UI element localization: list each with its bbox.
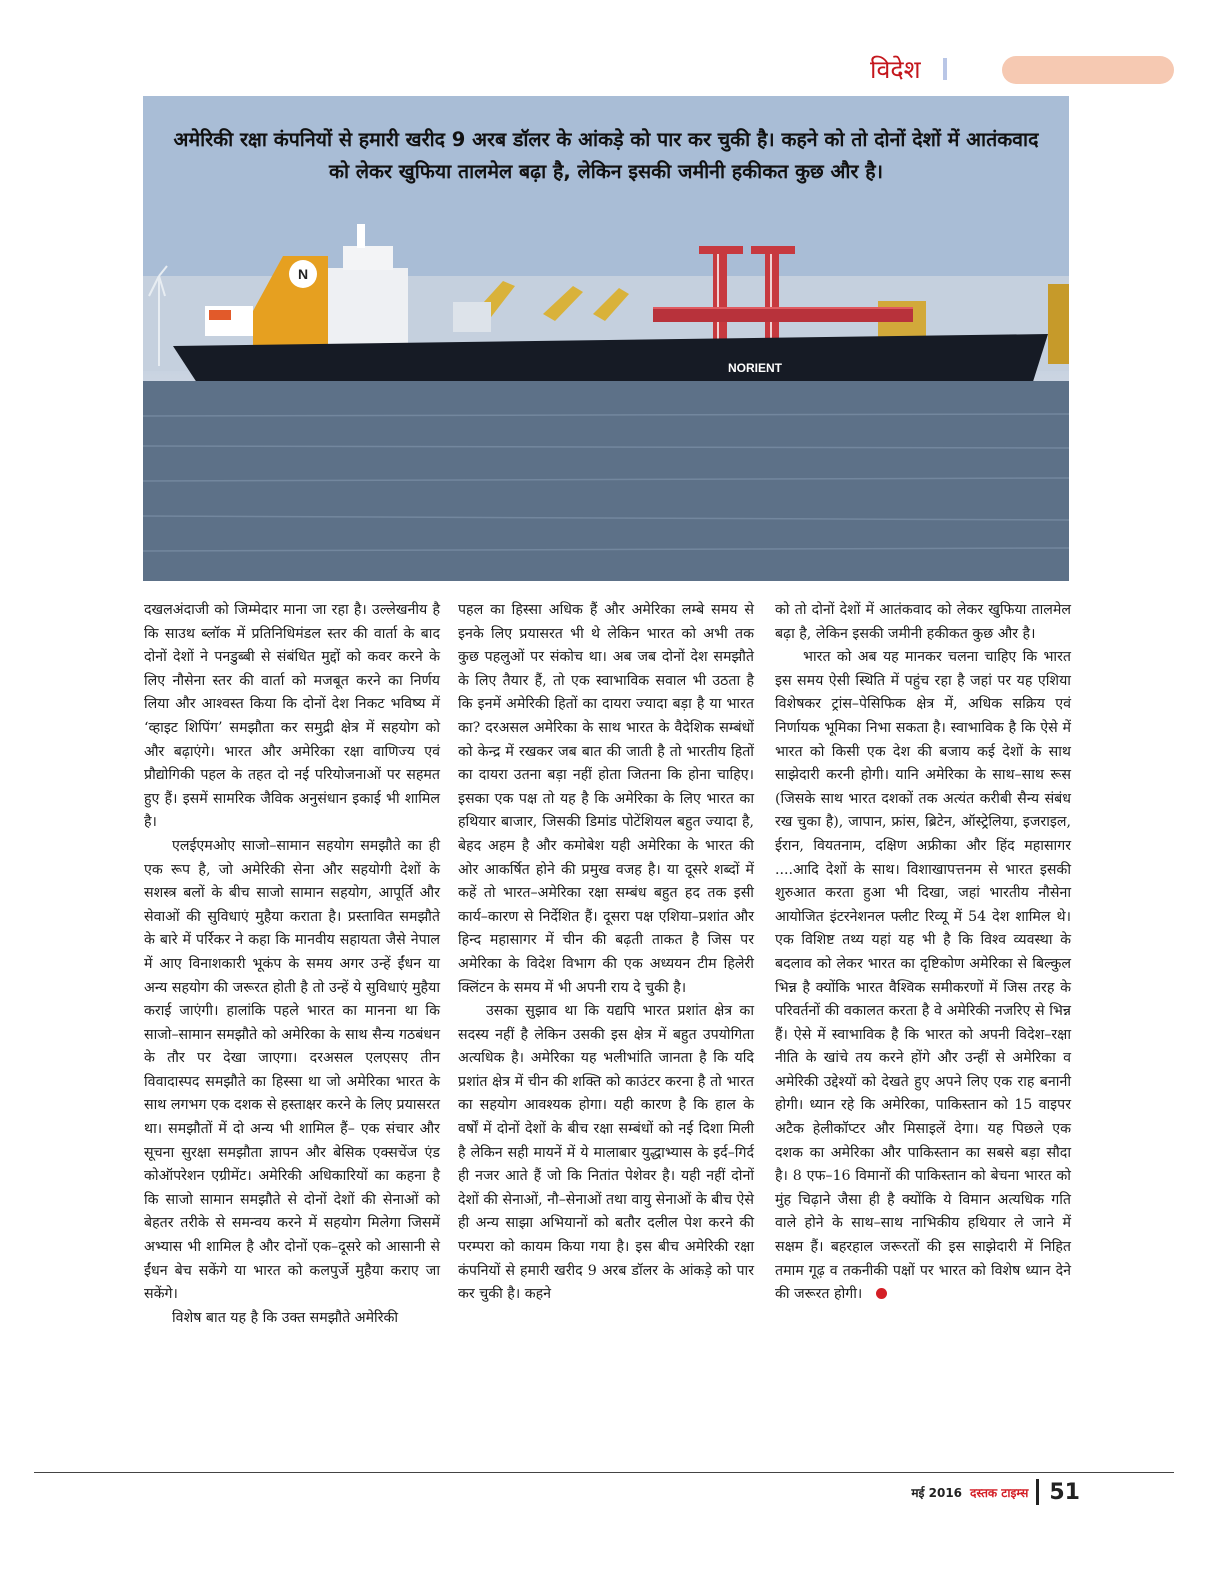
section-divider — [943, 58, 947, 80]
issue-date: मई 2016 — [911, 1485, 963, 1500]
section-label: विदेश — [870, 55, 921, 84]
article-photo — [143, 96, 1069, 581]
section-header — [870, 52, 947, 86]
header-decoration-pill — [1002, 56, 1174, 84]
page-footer — [820, 1478, 1080, 1506]
paragraph: एलईएमओए साजो–सामान सहयोग समझौते का ही एक रूप है, जो अमेरिकी सेना और सहयोगी देशों के सशस्त्र बलों के बीच साजो सामान सहयोग, आपूर्ति और सेवाओं की सुविधाएं मुहैया कराता है। प्रस्तावित समझौते के बारे में पर्रिकर ने कहा कि मानवीय सहायता जैसे नेपाल में आए विनाशकारी भूकंप के समय अगर उन्हें ईंधन या अन्य सहयोग की जरूरत होती है तो उन्हें ये सुविधाएं मुहैया कराई जाएंगी। हालांकि पहले भारत का मानना था कि साजो–सामान समझौते को अमेरिका के साथ सैन्य गठबंधन के तौर पर देखा जाएगा। दरअसल एलएसए तीन विवादास्पद समझौते का हिस्सा था जो अमेरिका भारत के साथ लगभग एक दशक से हस्ताक्षर करने के लिए प्रयासरत था। समझौतों में दो अन्य भी शामिल हैं– एक संचार और सूचना सुरक्षा समझौता ज्ञापन और बेसिक एक्सचेंज एंड कोऑपरेशन एग्रीमेंट। अमेरिकी अधिकारियों का कहना है कि साजो सामान समझौते से दोनों देशों की सेनाओं को बेहतर तरीके से समन्वय करने में सहयोग मिलेगा जिसमें अभ्यास भी शामिल है और दोनों एक–दूसरे को आसानी से ईंधन बेच सकेंगे या भारत को कलपुर्जे मुहैया कराए जा सकेंगे। — [144, 837, 440, 1303]
magazine-name: दस्तक टाइम्स — [970, 1485, 1029, 1500]
article-column-2 — [458, 599, 754, 1307]
paragraph: उसका सुझाव था कि यद्यपि भारत प्रशांत क्षेत्र का सदस्य नहीं है लेकिन उसकी इस क्षेत्र में बहुत उपयोगिता अत्यधिक है। अमेरिका यह भलीभांति जानता है कि यदि प्रशांत क्षेत्र में चीन की शक्ति को काउंटर करना है तो भारत का सहयोग आवश्यक होगा। यही कारण है कि हाल के वर्षों में दोनों देशों के बीच रक्षा सम्बंधों को नई दिशा मिली है लेकिन सही मायनें में ये मालाबार युद्धाभ्यास के इर्द–गिर्द ही नजर आते हैं जो कि नितांत पेशेवर है। यही नहीं दोनों देशों की सेनाओं, नौ–सेनाओं तथा वायु सेनाओं के बीच ऐसे ही अन्य साझा अभियानों को बतौर दलील पेश करने की परम्परा को कायम किया गया है। इस बीच अमेरिकी रक्षा कंपनियों से हमारी खरीद 9 अरब डॉलर के आंकड़े को पार कर चुकी है। कहने — [458, 1003, 754, 1303]
footer-divider — [1036, 1479, 1039, 1505]
photo-caption: अमेरिकी रक्षा कंपनियों से हमारी खरीद 9 अरब डॉलर के आंकड़े को पार कर चुकी है। कहने को तो दोनों देशों में आतंकवाद को लेकर खुफिया तालमेल बढ़ा है, लेकिन इसकी जमीनी हकीकत कुछ और है। — [173, 128, 1039, 183]
page-number: 51 — [1049, 1479, 1080, 1505]
article-column-3 — [775, 599, 1071, 1307]
article-column-1 — [144, 599, 440, 1330]
svg-text:N: N — [297, 266, 309, 282]
paragraph: पहल का हिस्सा अधिक हैं और अमेरिका लम्बे समय से इनके लिए प्रयासरत भी थे लेकिन भारत को अभी तक कुछ पहलुओं पर संकोच था। अब जब दोनों देश समझौते के लिए तैयार हैं, तो एक स्वाभाविक सवाल भी उठता है कि इनमें अमेरिकी हितों का दायरा ज्यादा बड़ा है या भारत का? दरअसल अमेरिका के साथ भारत के वैदेशिक सम्बंधों को केन्द्र में रखकर जब बात की जाती है तो भारतीय हितों का दायरा उतना बड़ा नहीं होता जितना कि होना चाहिए। इसका एक पक्ष तो यह है कि अमेरिका के लिए भारत का हथियार बाजार, जिसकी डिमांड पोटेंशियल बहुत ज्यादा है, बेहद अहम है और कमोबेश यही अमेरिका के भारत की ओर आकर्षित होने की प्रमुख वजह है। या दूसरे शब्दों में कहें तो भारत–अमेरिका रक्षा सम्बंध बहुत हद तक इसी कार्य–कारण से निर्देशित हैं। दूसरा पक्ष एशिया–प्रशांत और हिन्द महासागर में चीन की बढ़ती ताकत है जिस पर अमेरिका के विदेश विभाग की एक अध्ययन टीम हिलेरी क्लिंटन के समय में भी अपनी राय दे चुकी है। — [458, 602, 754, 996]
paragraph: दखलअंदाजी को जिम्मेदार माना जा रहा है। उल्लेखनीय है कि साउथ ब्लॉक में प्रतिनिधिमंडल स्तर की वार्ता के बाद दोनों देशों ने पनडुब्बी से संबंधित मुद्दों को कवर करने के लिए नौसेना स्तर की वार्ता को मजबूत करने का निर्णय लिया और आश्वस्त किया कि दोनों देश निकट भविष्य में ‘व्हाइट शिपिंग’ समझौता कर समुद्री क्षेत्र में सहयोग को और बढ़ाएंगे। भारत और अमेरिका रक्षा वाणिज्य एवं प्रौद्योगिकी पहल के तहत दो नई परियोजनाओं पर सहमत हुए हैं। इसमें सामरिक जैविक अनुसंधान इकाई भी शामिल है। — [144, 602, 440, 831]
footer-rule — [34, 1472, 1174, 1473]
ship-name-text: NORIENT — [728, 361, 782, 375]
paragraph: भारत को अब यह मानकर चलना चाहिए कि भारत इस समय ऐसी स्थिति में पहुंच रहा है जहां पर यह एशिया विशेषकर ट्रांस–पेसिफिक क्षेत्र में, अधिक सक्रिय एवं निर्णायक भूमिका निभा सकता है। स्वाभाविक है कि ऐसे में भारत को किसी एक देश की बजाय कई देशों के साथ साझेदारी करनी होगी। यानि अमेरिका के साथ–साथ रूस (जिसके साथ भारत दशकों तक अत्यंत करीबी सैन्य संबंध रख चुका है), जापान, फ्रांस, ब्रिटेन, ऑस्ट्रेलिया, इजराइल, ईरान, वियतनाम, दक्षिण अफ्रीका और हिंद महासागर ....आदि देशों के साथ। विशाखापत्तनम से भारत इसकी शुरुआत करता हुआ भी दिखा, जहां भारतीय नौसेना आयोजित इंटरनेशनल फ्लीट रिव्यू में 54 देश शामिल थे। एक विशिष्ट तथ्य यहां यह भी है कि विश्व व्यवस्था के बदलाव को लेकर भारत का दृष्टिकोण अमेरिका से बिल्कुल भिन्न है क्योंकि भारत वैश्विक समीकरणों में जिस तरह के परिवर्तनों की वकालत करता है वे अमेरिकी नजरिए से भिन्न हैं। ऐसे में स्वाभाविक है कि भारत को अपनी विदेश–रक्षा नीति के खांचे तय करने होंगे और उन्हीं से अमेरिका व अमेरिकी उद्देश्यों को देखते हुए अपने लिए एक राह बनानी होगी। ध्यान रहे कि अमेरिका, पाकिस्तान को 15 वाइपर अटैक हेलीकॉप्टर और मिसाइलें देगा। यह पिछले एक दशक का अमेरिका और पाकिस्तान का सबसे बड़ा सौदा है। 8 एफ–16 विमानों की पाकिस्तान को बेचना भारत को मुंह चिढ़ाने जैसा ही है क्योंकि ये विमान अत्यधिक गति वाले होने के साथ–साथ नाभिकीय हथियार ले जाने में सक्षम हैं। बहरहाल जरूरतों की इस साझेदारी में निहित तमाम गूढ़ व तकनीकी पक्षों पर भारत को विशेष ध्यान देने की जरूरत होगी। — [775, 649, 1071, 1303]
storage-tank-right — [1048, 284, 1069, 364]
paragraph: को तो दोनों देशों में आतंकवाद को लेकर खुफिया तालमेल बढ़ा है, लेकिन इसकी जमीनी हकीकत कुछ और है। — [775, 602, 1071, 642]
paragraph: विशेष बात यह है कि उक्त समझौते अमेरिकी — [172, 1309, 399, 1326]
red-dot-icon — [876, 1288, 887, 1299]
